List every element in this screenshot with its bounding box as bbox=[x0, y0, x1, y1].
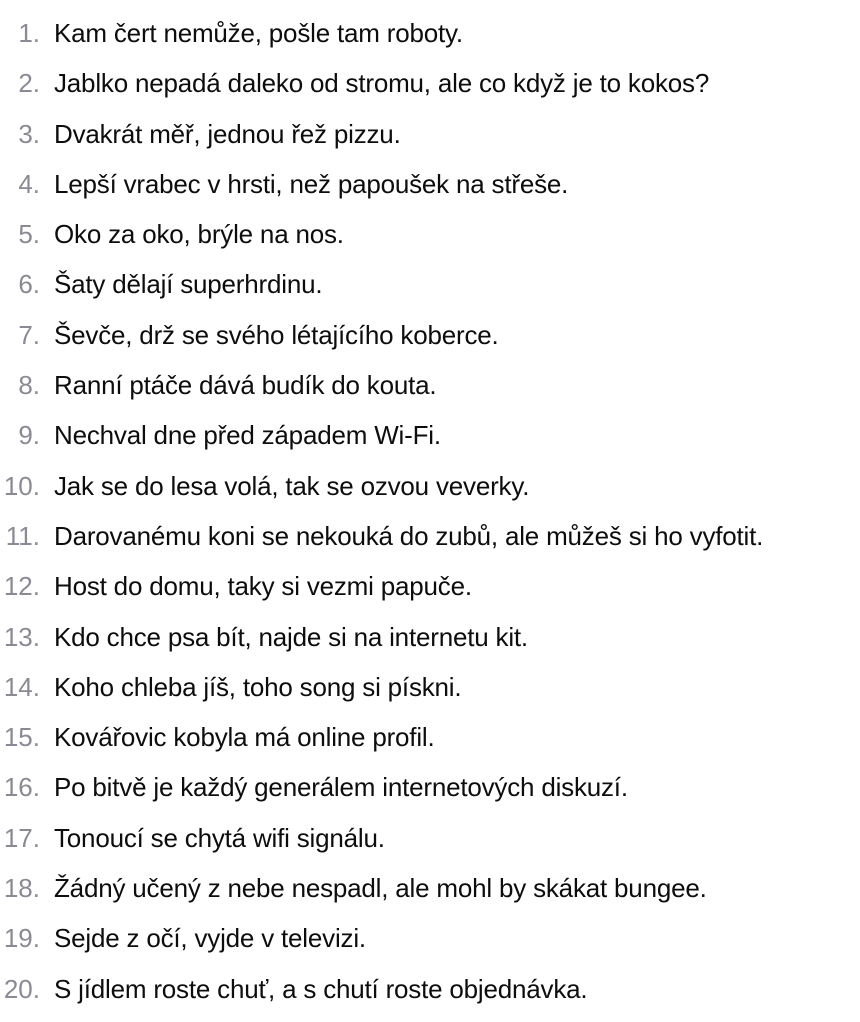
list-item-number: 20. bbox=[3, 973, 40, 1004]
list-item-number: 17. bbox=[3, 822, 40, 853]
list-item-text: Jak se do lesa volá, tak se ozvou veverky. bbox=[54, 470, 530, 501]
list-item-number: 8. bbox=[18, 370, 40, 401]
list-item bbox=[0, 762, 860, 812]
list-item bbox=[0, 561, 860, 611]
list-item bbox=[0, 863, 860, 913]
list-item bbox=[0, 8, 860, 58]
list-item-text: S jídlem roste chuť, a s chutí roste objednávka. bbox=[54, 973, 588, 1004]
list-item-number: 4. bbox=[18, 168, 40, 199]
list-item-text: Kovářovic kobyla má online profil. bbox=[54, 722, 435, 753]
list-item-number: 7. bbox=[18, 319, 40, 350]
list-item bbox=[0, 159, 860, 209]
list-item bbox=[0, 259, 860, 309]
list-item-text: Žádný učený z nebe nespadl, ale mohl by skákat bungee. bbox=[54, 873, 707, 904]
list-item-number: 15. bbox=[3, 722, 40, 753]
list-item-number: 16. bbox=[3, 772, 40, 803]
list-item-number: 9. bbox=[18, 420, 40, 451]
list-item-number: 1. bbox=[18, 18, 40, 48]
list-item-text: Lepší vrabec v hrsti, než papoušek na střeše. bbox=[54, 168, 569, 199]
list-item bbox=[0, 410, 860, 460]
list-item-number: 3. bbox=[18, 118, 40, 149]
list-item-text: Sejde z očí, vyjde v televizi. bbox=[54, 923, 366, 954]
list-item-number: 10. bbox=[3, 470, 40, 501]
list-item bbox=[0, 360, 860, 410]
list-item-number: 11. bbox=[5, 520, 40, 551]
list-item-text: Ranní ptáče dává budík do kouta. bbox=[54, 370, 437, 401]
list-item-number: 18. bbox=[3, 873, 40, 904]
list-item-text: Ševče, drž se svého létajícího koberce. bbox=[54, 319, 499, 350]
list-item-text: Po bitvě je každý generálem internetových diskuzí. bbox=[54, 772, 628, 803]
list-item bbox=[0, 964, 860, 1014]
list-item bbox=[0, 310, 860, 360]
list-item-number: 6. bbox=[18, 269, 40, 300]
list-item-number: 13. bbox=[3, 621, 40, 652]
list-item-text: Kam čert nemůže, pošle tam roboty. bbox=[54, 18, 463, 48]
list-item bbox=[0, 109, 860, 159]
list-item bbox=[0, 511, 860, 561]
list-item-text: Jablko nepadá daleko od stromu, ale co když je to kokos? bbox=[54, 68, 710, 99]
list-item-number: 12. bbox=[3, 571, 40, 602]
list-item-text: Šaty dělají superhrdinu. bbox=[54, 269, 323, 300]
list-item bbox=[0, 209, 860, 259]
list-item-number: 14. bbox=[3, 671, 40, 702]
list-item-text: Nechval dne před západem Wi-Fi. bbox=[54, 420, 441, 451]
list-item-text: Dvakrát měř, jednou řež pizzu. bbox=[54, 118, 401, 149]
list-item-text: Tonoucí se chytá wifi signálu. bbox=[54, 822, 385, 853]
list-item-text: Kdo chce psa bít, najde si na internetu kit. bbox=[54, 621, 528, 652]
proverb-list bbox=[0, 8, 860, 1014]
list-item-text: Koho chleba jíš, toho song si pískni. bbox=[54, 671, 462, 702]
list-item-text: Oko za oko, brýle na nos. bbox=[54, 219, 344, 250]
list-item bbox=[0, 712, 860, 762]
list-item bbox=[0, 58, 860, 108]
list-item bbox=[0, 913, 860, 963]
list-item bbox=[0, 461, 860, 511]
list-item bbox=[0, 662, 860, 712]
list-item-text: Darovanému koni se nekouká do zubů, ale můžeš si ho vyfotit. bbox=[54, 520, 764, 551]
list-item-number: 2. bbox=[18, 68, 40, 99]
list-item bbox=[0, 813, 860, 863]
list-item bbox=[0, 612, 860, 662]
list-item-text: Host do domu, taky si vezmi papuče. bbox=[54, 571, 472, 602]
list-item-number: 5. bbox=[18, 219, 40, 250]
list-item-number: 19. bbox=[3, 923, 40, 954]
